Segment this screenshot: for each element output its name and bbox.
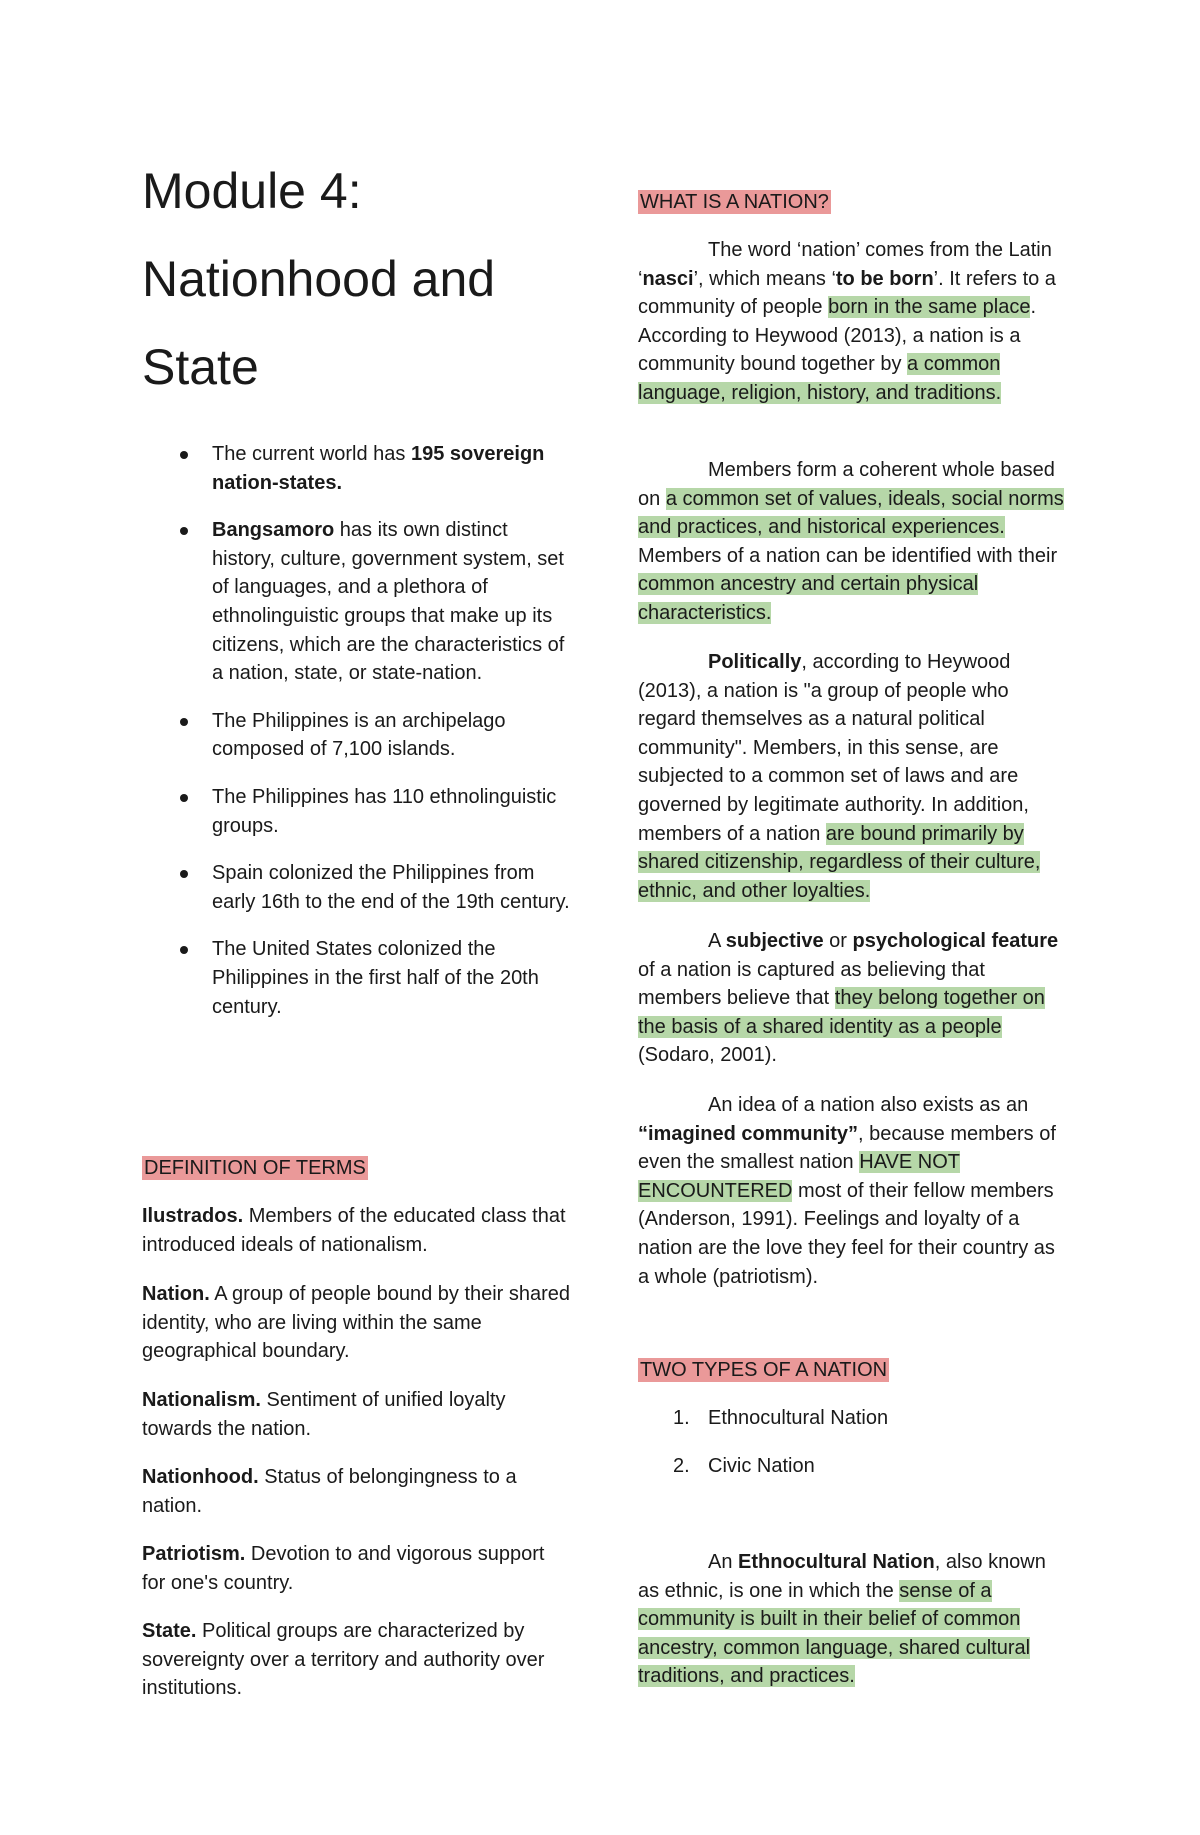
definition-of-terms-heading: DEFINITION OF TERMS <box>144 1157 366 1179</box>
nation-paragraph-3: Politically, according to Heywood (2013), a nation is "a group of people who regard themselves as a natural political community". Members, in this sense, are subjected to a common set of laws and are governed by legitimate authority. In addition, members of a nation are bound primarily by shared citizenship, regardless of their culture, ethnic, and other loyalties. <box>638 651 1041 902</box>
highlight: sense of a community is built in their belief of common ancestry, common language, shared cultural traditions, and practices. <box>638 1579 1031 1688</box>
bullet-dot-icon <box>180 794 188 802</box>
list-item: 1. Ethnocultural Nation <box>673 1407 889 1429</box>
highlight: a common set of values, ideals, social norms and practices, and historical experiences. <box>638 487 1064 539</box>
highlight: common ancestry and certain physical characteristics. <box>638 573 979 624</box>
ethnocultural-paragraph: An Ethnocultural Nation, also known as ethnic, is one in which the sense of a community is built in their belief of common ancestry, common language, shared cultural traditions, and practices. <box>638 1551 1046 1688</box>
bullet-item: The Philippines has 110 ethnolinguistic groups. <box>142 783 572 840</box>
nation-types-list <box>638 1404 888 1500</box>
definition-item: Ilustrados. Members of the educated class that introduced ideals of nationalism. <box>142 1205 566 1256</box>
bullet-item: Spain colonized the Philippines from early 16th to the end of the 19th century. <box>142 859 572 916</box>
bullet-dot-icon <box>180 718 188 726</box>
highlight: HAVE NOT ENCOUNTERED <box>638 1151 961 1202</box>
definition-item: Nationalism. Sentiment of unified loyalty towards the nation. <box>142 1389 506 1440</box>
facts-bullet-list <box>142 440 572 1040</box>
definition-item: Patriotism. Devotion to and vigorous support for one's country. <box>142 1543 545 1594</box>
highlight: born in the same place <box>828 296 1031 319</box>
two-types-heading: TWO TYPES OF A NATION <box>640 1359 888 1381</box>
bullet-dot-icon <box>180 451 188 459</box>
bullet-item: The United States colonized the Philippines in the first half of the 20th century. <box>142 935 572 1021</box>
bullet-dot-icon <box>180 946 188 954</box>
highlight: a common language, religion, history, and traditions. <box>638 353 1002 404</box>
highlight: they belong together on the basis of a shared identity as a people <box>638 987 1045 1038</box>
list-item: 2. Civic Nation <box>673 1455 815 1477</box>
definition-item: Nation. A group of people bound by their shared identity, who are living within the same geographical boundary. <box>142 1283 571 1363</box>
nation-paragraph-4: A subjective or psychological feature of a nation is captured as believing that members believe that they belong together on the basis of a shared identity as a people (Sodaro, 2001). <box>638 930 1059 1067</box>
page-title-line-2: Nationhood and <box>142 251 496 307</box>
definition-item: State. Political groups are characterized by sovereignty over a territory and authority over institutions. <box>142 1620 545 1700</box>
definition-item: Nationhood. Status of belongingness to a nation. <box>142 1466 517 1517</box>
page-title-line-3: State <box>142 339 259 395</box>
nation-paragraph-1: The word ‘nation’ comes from the Latin ‘nasci’, which means ‘to be born’. It refers to a community of people born in the same place. According to Heywood (2013), a nation is a community bound together by a common language, religion, history, and traditions. <box>638 239 1056 404</box>
page-title-line-1: Module 4: <box>142 163 362 219</box>
nation-paragraph-2: Members form a coherent whole based on a common set of values, ideals, social norms and practices, and historical experiences. Members of a nation can be identified with their common ancestry and certain physical characteristics. <box>638 459 1064 624</box>
nation-paragraph-5: An idea of a nation also exists as an “imagined community”, because members of even the smallest nation HAVE NOT ENCOUNTERED most of their fellow members (Anderson, 1991). Feelings and loyalty of a nation are the love they feel for their country as a whole (patriotism). <box>638 1094 1056 1288</box>
what-is-a-nation-heading: WHAT IS A NATION? <box>640 191 829 213</box>
bullet-dot-icon <box>180 870 188 878</box>
bullet-item: The current world has 195 sovereign nation-states. <box>142 440 572 497</box>
bullet-item: The Philippines is an archipelago composed of 7,100 islands. <box>142 707 572 764</box>
bullet-item: Bangsamoro has its own distinct history, culture, government system, set of languages, and a plethora of ethnolinguistic groups that make up its citizens, which are the characteristics of a nation, state, or state-nation. <box>142 516 572 688</box>
bullet-dot-icon <box>180 527 188 535</box>
highlight: are bound primarily by shared citizenship, regardless of their culture, ethnic, and other loyalties. <box>638 822 1041 902</box>
